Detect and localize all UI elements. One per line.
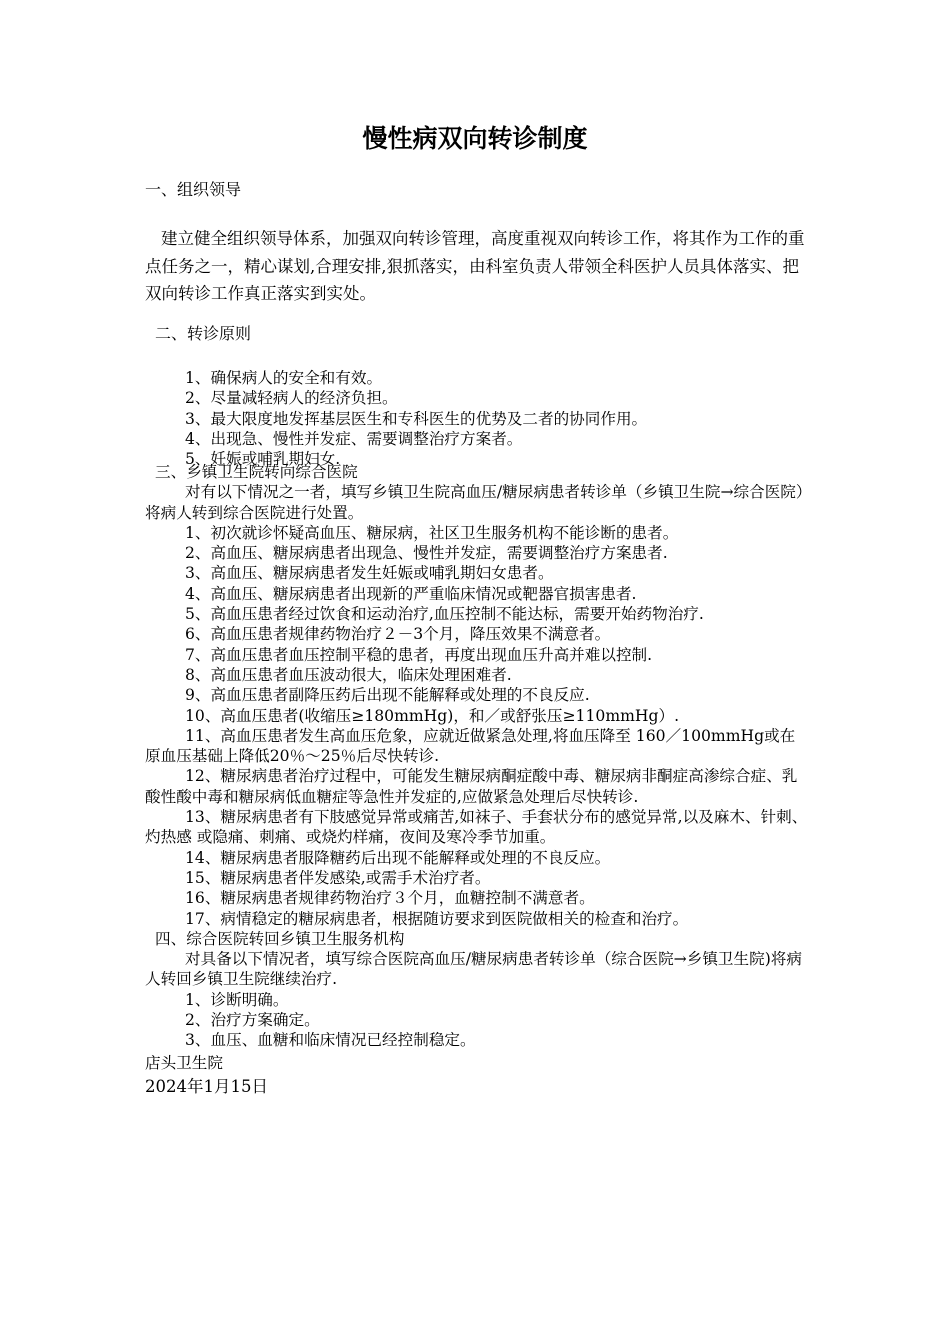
referral-item: 7、高血压患者血压控制平稳的患者，再度出现血压升高并难以控制. [185,645,653,664]
section-1-text: 建立健全组织领导体系，加强双向转诊管理，高度重视双向转诊工作，将其作为工作的重点任务之一，精心谋划,合理安排,狠抓落实，由科室负责人带领全科医护人员具体落实、把双向转诊工作真正落实到实处。 [145,229,805,303]
section-2-list [145,368,809,469]
referral-item: 12、糖尿病患者治疗过程中，可能发生糖尿病酮症酸中毒、糖尿病非酮症高渗综合症、乳酸性酸中毒和糖尿病低血糖症等急性并发症的,应做紧急处理后尽快转诊. [145,767,798,806]
section-4-intro: 对具备以下情况者，填写综合医院高血压/糖尿病患者转诊单（综合医院→乡镇卫生院)将病人转回乡镇卫生院继续治疗. [145,950,802,989]
referral-item: 11、高血压患者发生高血压危象，应就近做紧急处理,将血压降至 160／100mmHg或在原血压基础上降低20％～25％后尽快转诊. [145,726,796,766]
referral-item: 15、糖尿病患者伴发感染,或需手术治疗者。 [185,868,491,887]
signature-date: 2024年1月15日 [145,1076,268,1096]
principle-item: 5、妊娠或哺乳期妇女. [185,450,341,469]
referral-item: 10、高血压患者(收缩压≥180mmHg)，和／或舒张压≥110mmHg）. [185,706,680,725]
section-1-heading: 一、组织领导 [145,180,242,199]
return-item: 3、血压、血糖和临床情况已经控制稳定。 [185,1031,476,1050]
section-3-heading: 三、乡镇卫生院转向综合医院 [155,463,358,481]
referral-item: 13、糖尿病患者有下肢感觉异常或痛苦,如袜子、手套状分布的感觉异常,以及麻木、针刺、灼热感 或隐痛、刺痛、或烧灼样痛，夜间及寒冷季节加重。 [145,808,808,847]
principle-item: 3、最大限度地发挥基层医生和专科医生的优势及二者的协同作用。 [185,409,648,428]
return-item: 1、诊断明确。 [185,990,289,1009]
referral-item: 17、病情稳定的糖尿病患者，根据随访要求到医院做相关的检查和治疗。 [185,909,689,928]
referral-item: 1、初次就诊怀疑高血压、糖尿病，社区卫生服务机构不能诊断的患者。 [185,523,679,542]
principle-item: 4、出现急、慢性并发症、需要调整治疗方案者。 [185,429,523,448]
referral-item: 16、糖尿病患者规律药物治疗３个月，血糖控制不满意者。 [185,889,595,908]
referral-item: 14、糖尿病患者服降糖药后出现不能解释或处理的不良反应。 [185,848,611,867]
referral-item: 4、高血压、糖尿病患者出现新的严重临床情况或靶器官损害患者. [185,584,637,603]
principle-item: 2、尽量减轻病人的经济负担。 [185,389,398,408]
section-3 [145,462,809,1097]
signature-org: 店头卫生院 [145,1053,223,1072]
section-3-intro: 对有以下情况之一者，填写乡镇卫生院高血压/糖尿病患者转诊单（乡镇卫生院→综合医院）将病人转到综合医院进行处置。 [145,483,804,522]
referral-item: 8、高血压患者血压波动很大，临床处理困难者. [185,665,512,684]
principle-item: 1、确保病人的安全和有效。 [185,369,383,387]
referral-item: 5、高血压患者经过饮食和运动治疗,血压控制不能达标，需要开始药物治疗. [185,605,704,624]
section-2-heading: 二、转诊原则 [155,324,252,343]
referral-item: 6、高血压患者规律药物治疗２－3个月，降压效果不满意者。 [185,625,611,644]
referral-item: 2、高血压、糖尿病患者出现急、慢性并发症，需要调整治疗方案患者. [185,544,668,563]
referral-item: 9、高血压患者副降压药后出现不能解释或处理的不良反应. [185,686,590,705]
section-4-heading: 四、综合医院转回乡镇卫生服务机构 [155,929,405,948]
section-1-paragraph [145,225,805,308]
referral-item: 3、高血压、糖尿病患者发生妊娠或哺乳期妇女患者。 [185,564,554,583]
return-item: 2、治疗方案确定。 [185,1011,320,1030]
document-title: 慢性病双向转诊制度 [362,124,588,153]
